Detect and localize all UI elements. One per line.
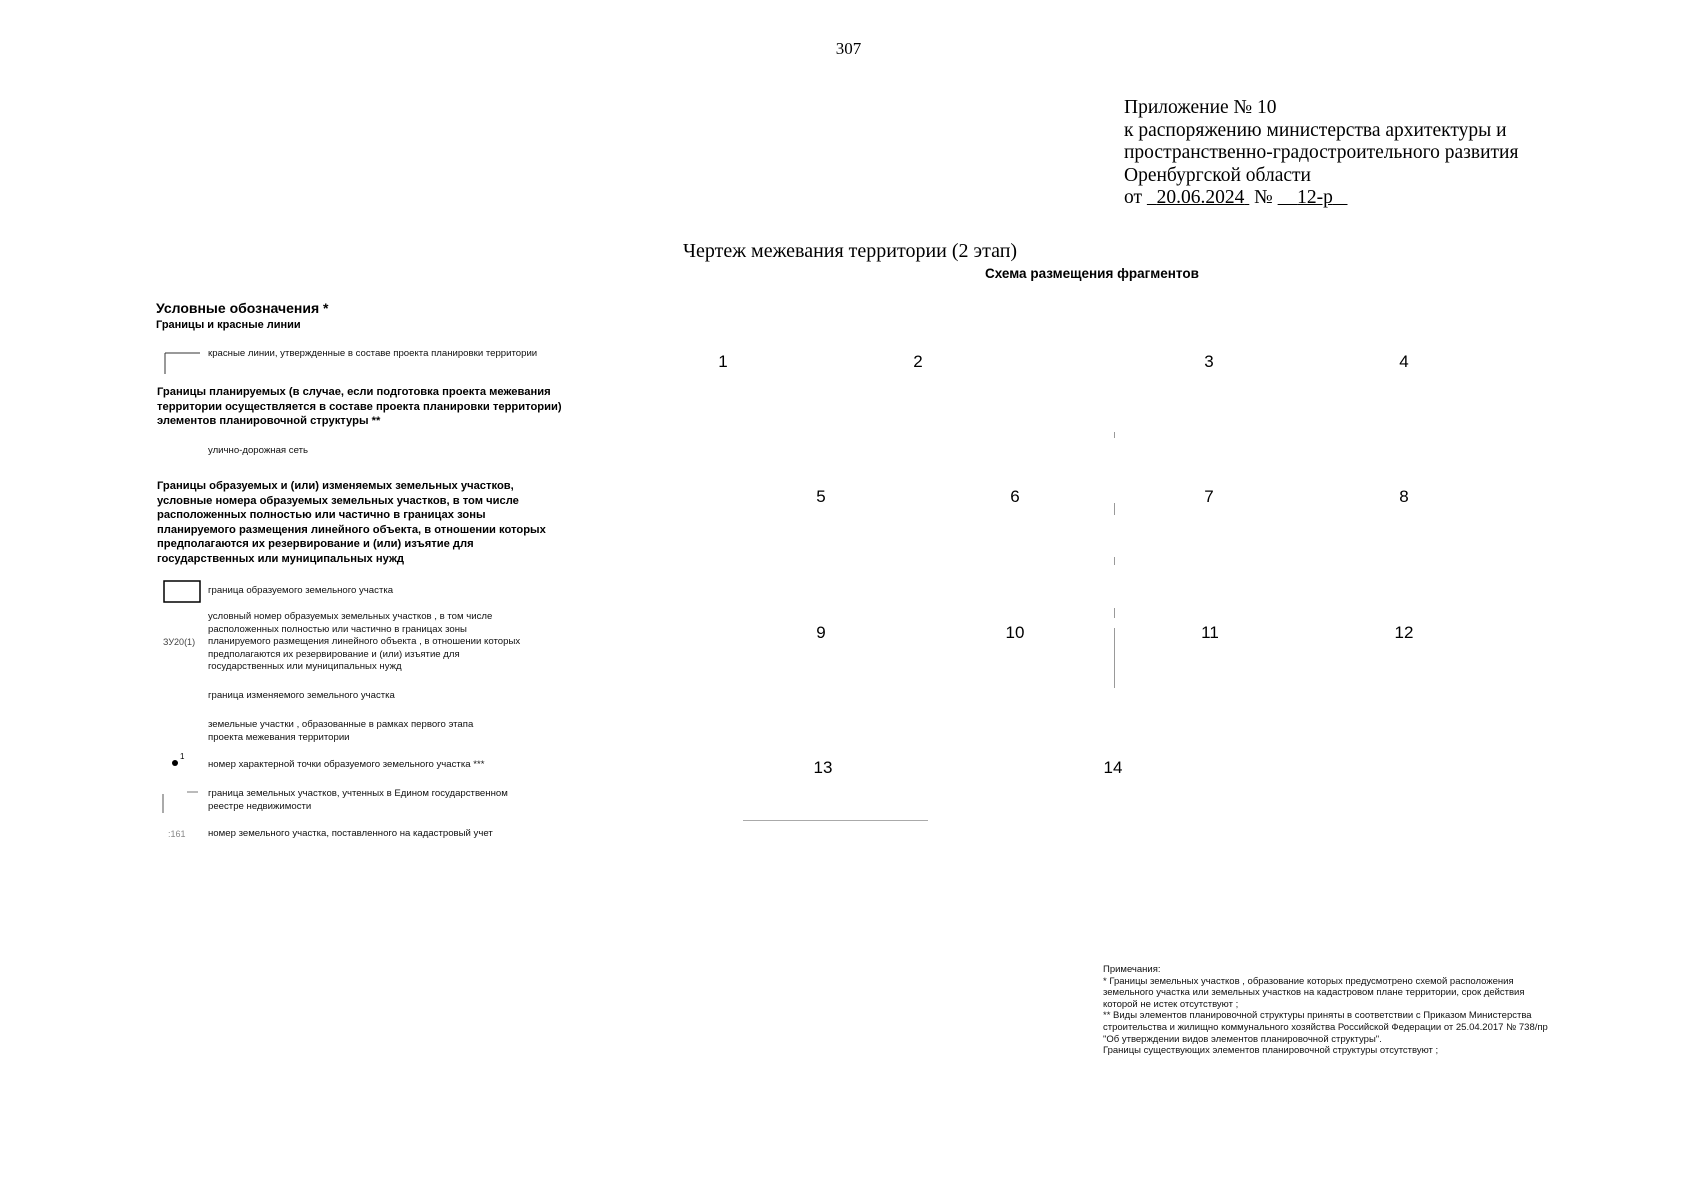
legend-street-network: улично-дорожная сеть xyxy=(208,445,308,456)
fragment-number: 7 xyxy=(1204,487,1214,506)
scheme-tick xyxy=(1114,432,1115,438)
legend-plot-number: условный номер образуемых земельных участков , в том числе расположенных полностью или частично в границах зоны планируемого размещения линейного объекта , в отношении которых предполагаются их резервирование и (или) изъятие для государственных или муниципальных нужд xyxy=(208,611,521,672)
date-prefix: от xyxy=(1124,187,1143,208)
notes-title: Примечания: xyxy=(1103,964,1161,975)
note-line-1: * Границы земельных участков , образование которых предусмотрено схемой расположения земельного участка или земельных участков на кадастровом плане территории, срок действия которой не истек отсутствуют ; xyxy=(1103,975,1525,1010)
fragment-number: 6 xyxy=(1010,487,1020,506)
note-line-2: ** Виды элементов планировочной структуры приняты в соответствии с Приказом Министерства строительства и жилищно коммунального хозяйства Российской Федерации от 25.04.2017 № 738/пр "Об утверждении видов элементов планировочной структуры". xyxy=(1103,1010,1548,1045)
fragment-number: 3 xyxy=(1204,352,1214,371)
number-label: № xyxy=(1254,187,1273,208)
fragment-number: 13 xyxy=(813,758,833,777)
registry-border-symbol xyxy=(160,786,200,814)
appendix-title: Приложение № 10 xyxy=(1124,97,1277,118)
fragment-number: 9 xyxy=(816,623,826,642)
appendix-line-3: Оренбургской области xyxy=(1124,164,1311,186)
legend-section-planned: Границы планируемых (в случае, если подготовка проекта межевания территории осуществляется в составе проекта планировки территории) элементов планировочной структуры ** xyxy=(157,386,562,427)
legend-title: Условные обозначения * xyxy=(156,300,329,316)
legend-registry-border: граница земельных участков, учтенных в Едином государственном реестре недвижимости xyxy=(208,788,508,812)
fragment-number: 12 xyxy=(1394,623,1414,642)
appendix-block xyxy=(1124,97,1518,210)
fragment-number: 1 xyxy=(718,352,728,371)
appendix-date-line xyxy=(1124,187,1518,210)
scheme-base-line xyxy=(743,820,928,821)
scheme-tick xyxy=(1114,557,1115,565)
scheme-title: Схема размещения фрагментов xyxy=(985,266,1199,281)
notes-block xyxy=(1103,964,1553,1057)
scheme-tick xyxy=(1114,608,1115,618)
scheme-tick xyxy=(1114,503,1115,515)
red-lines-symbol xyxy=(162,350,202,376)
page-number: 307 xyxy=(835,39,862,58)
cadastral-symbol: :161 xyxy=(168,829,186,839)
fragment-number: 8 xyxy=(1399,487,1409,506)
formed-plot-border-symbol xyxy=(163,580,203,606)
legend-first-stage-plots: земельные участки , образованные в рамках первого этапа проекта межевания территории xyxy=(208,719,474,743)
scheme-tick xyxy=(1114,628,1115,688)
fragment-number: 14 xyxy=(1103,758,1123,777)
legend-red-lines: красные линии, утвержденные в составе проекта планировки территории xyxy=(208,348,538,359)
fragment-number: 4 xyxy=(1399,352,1409,371)
fragment-number: 11 xyxy=(1201,623,1219,642)
point-dot-icon xyxy=(172,760,178,766)
order-number: 12-р xyxy=(1297,187,1333,208)
fragment-number: 5 xyxy=(816,487,826,506)
legend-formed-plot-border: граница образуемого земельного участка xyxy=(208,585,394,596)
appendix-line-2: пространственно-градостроительного развития xyxy=(1124,142,1519,163)
appendix-line-1: к распоряжению министерства архитектуры и xyxy=(1124,119,1507,141)
point-symbol-number: 1 xyxy=(180,752,185,761)
legend-changed-plot-border: граница изменяемого земельного участка xyxy=(208,690,395,701)
order-date: 20.06.2024 xyxy=(1156,187,1245,208)
drawing-title: Чертеж межевания территории (2 этап) xyxy=(683,240,1018,262)
legend-cadastral-number: номер земельного участка, поставленного на кадастровый учет xyxy=(208,828,493,839)
fragment-number: 2 xyxy=(913,352,923,371)
plot-number-symbol: ЗУ20(1) xyxy=(163,637,196,647)
legend-subtitle: Границы и красные линии xyxy=(156,319,301,331)
legend-section-plots: Границы образуемых и (или) изменяемых земельных участков, условные номера образуемых земельных участков, в том числе расположенных полностью или частично в границах зоны планируемого размещения линейного объекта, в отношении которых предполагаются их резервирование и (или) изъятие для государственных или муниципальных нужд xyxy=(157,480,546,565)
fragment-number: 10 xyxy=(1005,623,1025,642)
legend-point-number: номер характерной точки образуемого земельного участка *** xyxy=(208,759,485,770)
note-line-3: Границы существующих элементов планировочной структуры отсутствуют ; xyxy=(1103,1045,1439,1057)
